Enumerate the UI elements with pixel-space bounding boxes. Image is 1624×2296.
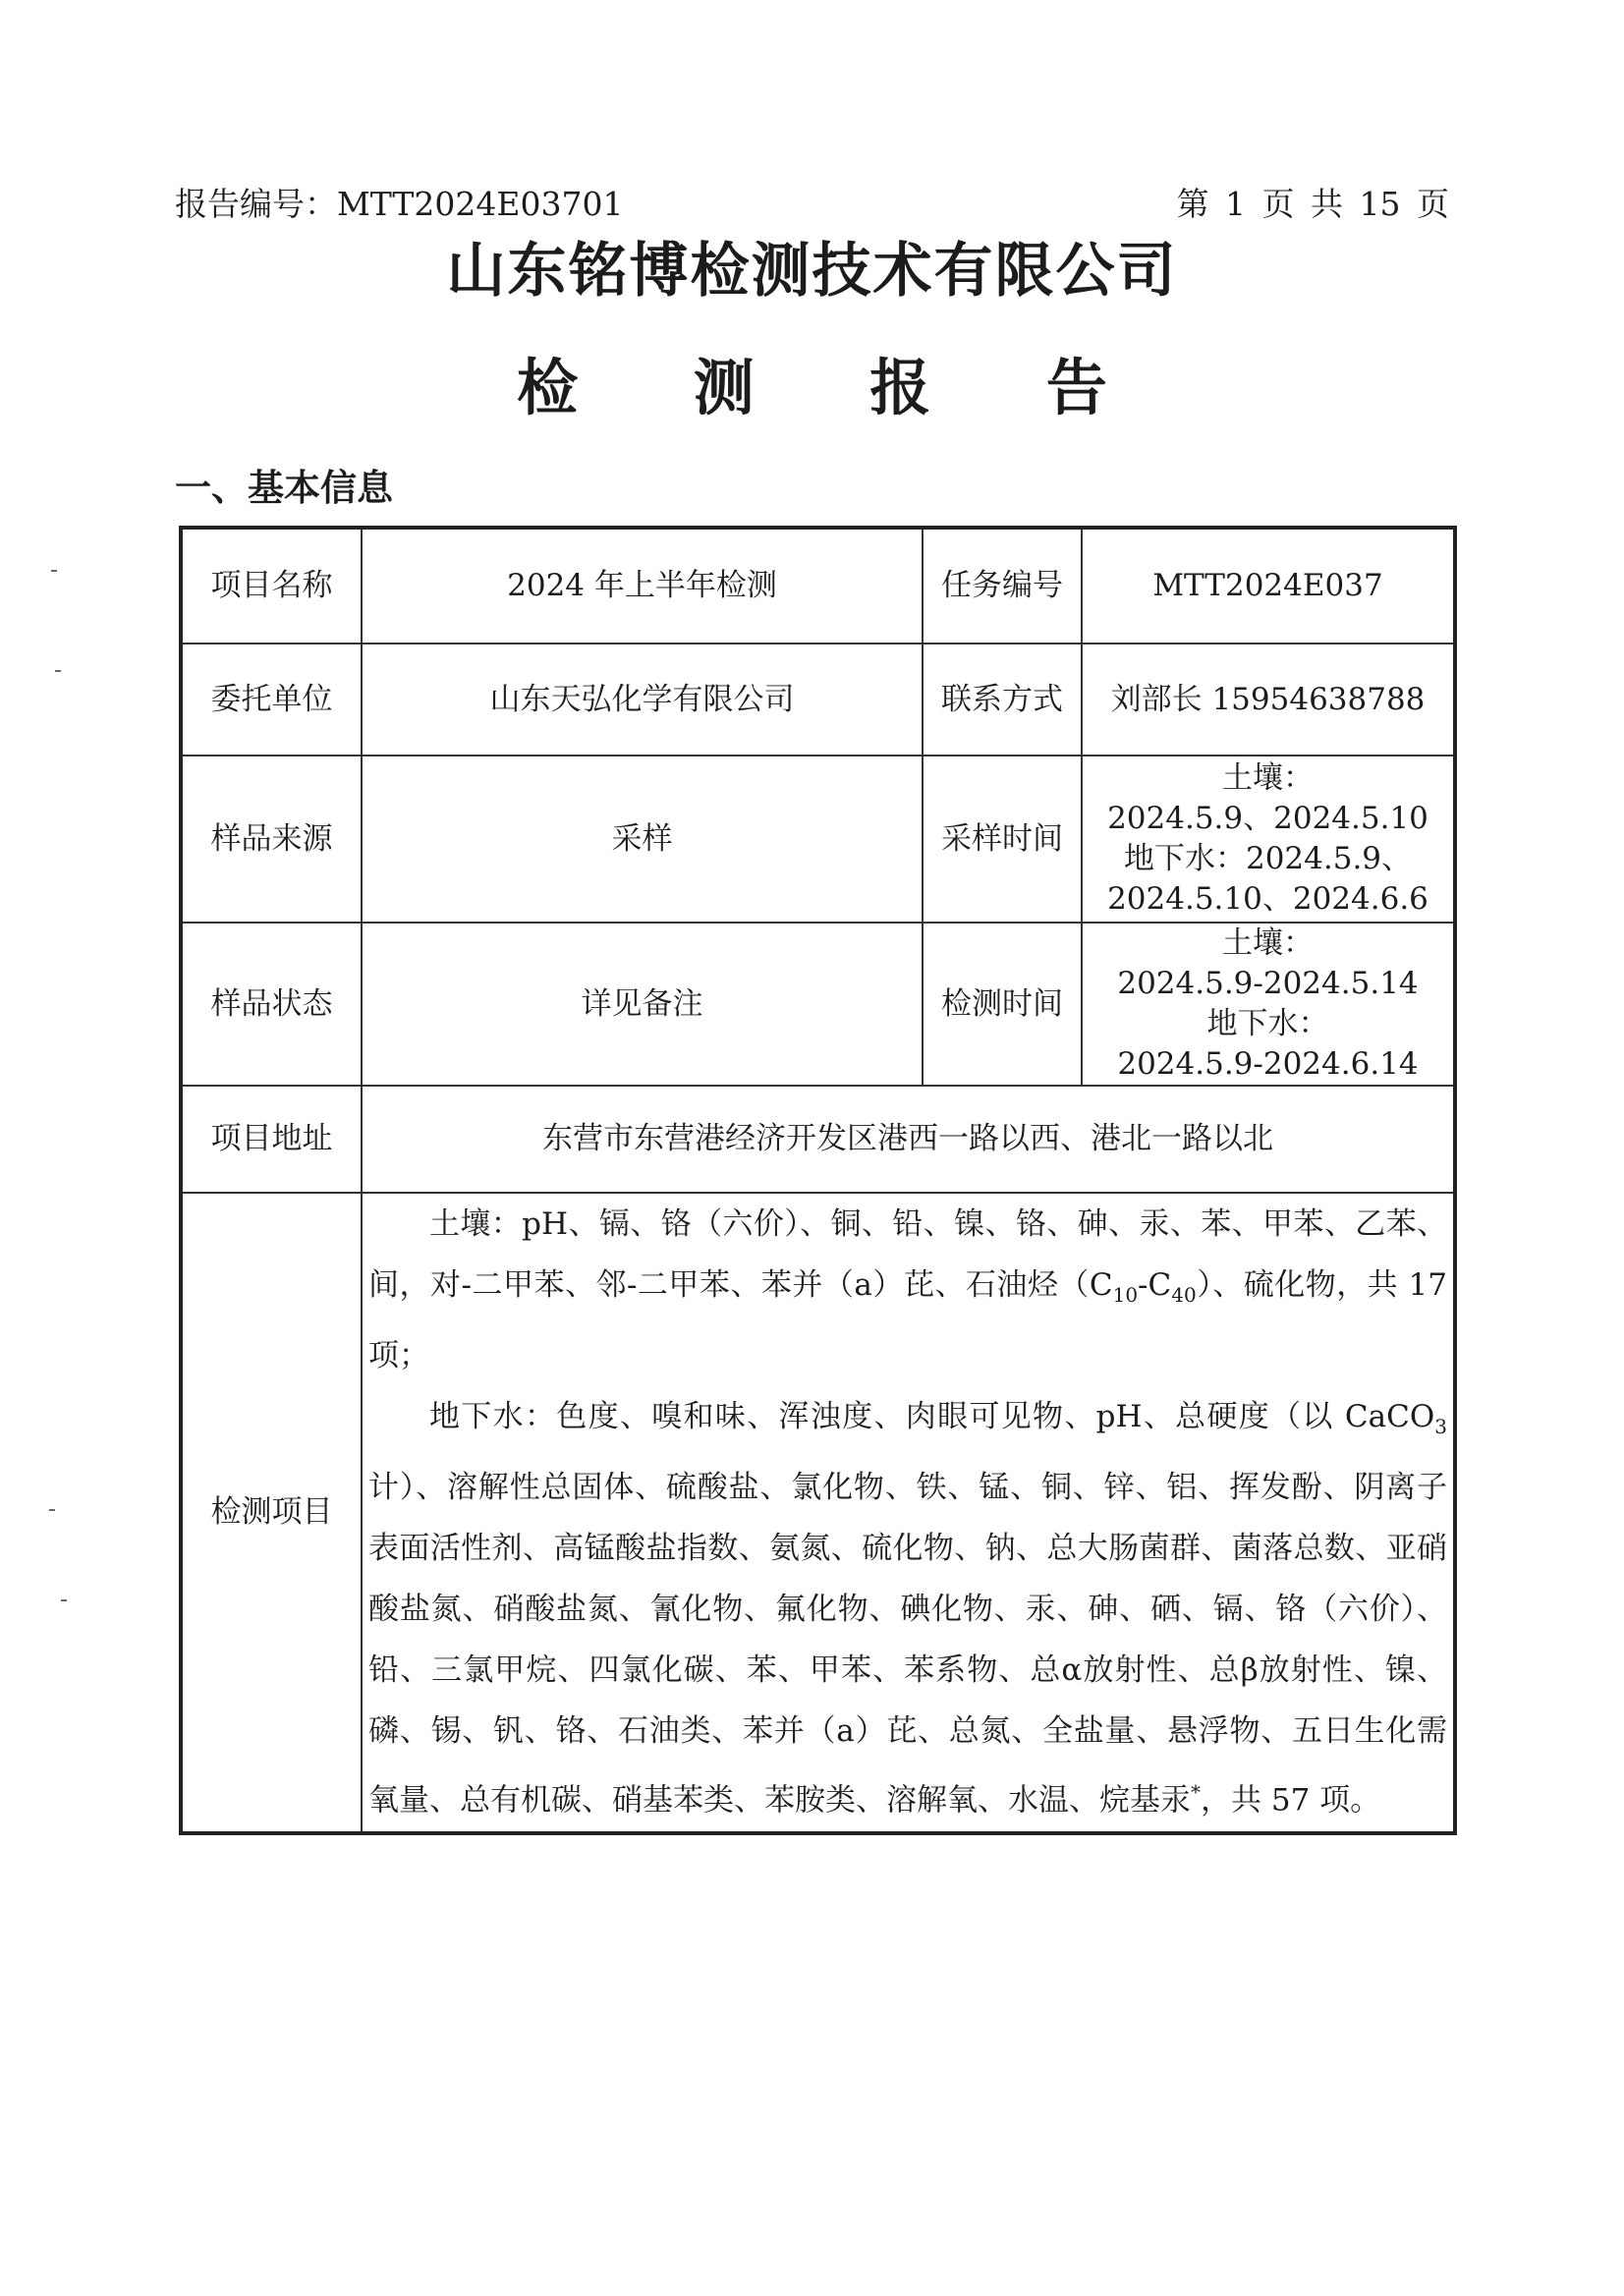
task-no-value: MTT2024E037 bbox=[1082, 528, 1455, 644]
sample-source-label: 样品来源 bbox=[181, 756, 362, 923]
sample-state-label: 样品状态 bbox=[181, 923, 362, 1086]
address-value: 东营市东营港经济开发区港西一路以西、港北一路以北 bbox=[362, 1086, 1455, 1193]
test-time-value bbox=[1082, 923, 1455, 1086]
table-row bbox=[181, 1193, 1455, 1833]
test-items-value bbox=[362, 1193, 1455, 1833]
table-row bbox=[181, 644, 1455, 756]
table-row bbox=[181, 756, 1455, 923]
project-name-value: 2024 年上半年检测 bbox=[362, 528, 923, 644]
table-row bbox=[181, 923, 1455, 1086]
test-time-line: 土壤： bbox=[1222, 925, 1314, 961]
sampling-time-line: 土壤： bbox=[1222, 760, 1314, 796]
basic-info-table bbox=[179, 526, 1457, 1835]
client-value: 山东天弘化学有限公司 bbox=[362, 644, 923, 756]
report-title: 检 测 报 告 bbox=[517, 352, 1154, 423]
table-row bbox=[181, 528, 1455, 644]
scan-speck bbox=[49, 1509, 55, 1511]
test-items-label: 检测项目 bbox=[181, 1193, 362, 1833]
table-row bbox=[181, 1086, 1455, 1193]
test-time-label: 检测时间 bbox=[923, 923, 1082, 1086]
sampling-time-line: 地下水：2024.5.9、 bbox=[1123, 841, 1413, 876]
test-time-line: 地下水： bbox=[1206, 1006, 1329, 1041]
report-number: 报告编号：MTT2024E03701 bbox=[175, 185, 624, 223]
contact-label: 联系方式 bbox=[923, 644, 1082, 756]
page-info: 第 1 页 共 15 页 bbox=[1176, 185, 1449, 223]
soil-items: 土壤：pH、镉、铬（六价）、铜、铅、镍、铬、砷、汞、苯、甲苯、乙苯、间，对-二甲苯、邻-二甲苯、苯并（a）芘、石油烃$(C_{10}-C_{40})$、硫化物，共 17 项； bbox=[368, 1206, 1447, 1374]
sampling-time-line: 2024.5.10、2024.6.6 bbox=[1107, 881, 1428, 917]
sampling-time-line: 2024.5.9、2024.5.10 bbox=[1107, 801, 1428, 836]
sample-state-value: 详见备注 bbox=[362, 923, 923, 1086]
sampling-time-value bbox=[1082, 756, 1455, 923]
scan-speck bbox=[51, 570, 57, 572]
scan-speck bbox=[55, 670, 61, 672]
test-time-line: 2024.5.9-2024.6.14 bbox=[1117, 1046, 1419, 1082]
contact-value: 刘部长 15954638788 bbox=[1082, 644, 1455, 756]
scan-speck bbox=[61, 1599, 67, 1601]
task-no-label: 任务编号 bbox=[923, 528, 1082, 644]
project-name-label: 项目名称 bbox=[181, 528, 362, 644]
test-time-line: 2024.5.9-2024.5.14 bbox=[1117, 966, 1419, 1001]
company-name: 山东铭博检测技术有限公司 bbox=[446, 237, 1178, 306]
client-label: 委托单位 bbox=[181, 644, 362, 756]
groundwater-items: 地下水：色度、嗅和味、浑浊度、肉眼可见物、pH、总硬度（以 CaCO$_3$计）、溶解性总固体、硫酸盐、氯化物、铁、锰、铜、锌、铝、挥发酚、阴离子表面活性剂、高锰酸盐指数、氨氮、硫化物、钠、总大肠菌群、菌落总数、亚硝酸盐氮、硝酸盐氮、氰化物、氟化物、碘化物、汞、砷、硒、镉、铬（六价）、铅、三氯甲烷、四氯化碳、苯、甲苯、苯系物、总α放射性、总β放射性、镍、磷、锡、钒、铬、石油类、苯并（a）芘、总氮、全盐量、悬浮物、五日生化需氧量、总有机碳、硝基苯类、苯胺类、溶解氧、水温、烷基汞*，共 57 项。 bbox=[368, 1399, 1447, 1819]
section-title: 一、基本信息 bbox=[175, 466, 393, 509]
address-label: 项目地址 bbox=[181, 1086, 362, 1193]
sample-source-value: 采样 bbox=[362, 756, 923, 923]
sampling-time-label: 采样时间 bbox=[923, 756, 1082, 923]
